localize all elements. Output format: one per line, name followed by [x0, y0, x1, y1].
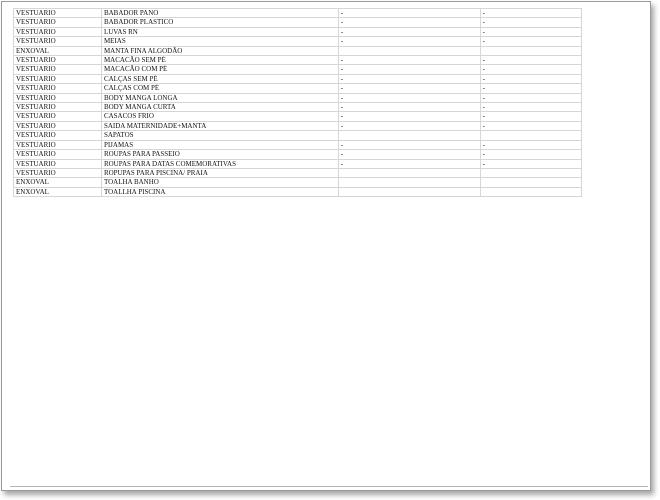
value-cell-b: -	[480, 9, 581, 18]
value-cell-a: -	[338, 74, 480, 83]
table-row	[14, 27, 582, 36]
item-cell: BODY MANGA CURTA	[101, 103, 338, 112]
value-cell-b: -	[480, 65, 581, 74]
value-cell-b: -	[480, 27, 581, 36]
value-cell-b: -	[480, 140, 581, 149]
value-cell-a	[338, 187, 480, 196]
value-cell-b: -	[480, 93, 581, 102]
category-cell: VESTUARIO	[14, 93, 102, 102]
category-cell: VESTUARIO	[14, 65, 102, 74]
value-cell-a: -	[338, 103, 480, 112]
table-row	[14, 56, 582, 65]
item-cell: BABADOR PLASTICO	[101, 18, 338, 27]
item-cell: TOALHA BANHO	[101, 178, 338, 187]
table-row	[14, 159, 582, 168]
value-cell-b	[480, 178, 581, 187]
value-cell-b: -	[480, 18, 581, 27]
table-row	[14, 140, 582, 149]
document-page	[1, 1, 651, 491]
category-cell: VESTUARIO	[14, 84, 102, 93]
category-cell: VESTUARIO	[14, 131, 102, 140]
item-cell: SAPATOS	[101, 131, 338, 140]
table-row	[14, 65, 582, 74]
table-row	[14, 150, 582, 159]
category-cell: VESTUARIO	[14, 37, 102, 46]
table-row	[14, 121, 582, 130]
table-row	[14, 93, 582, 102]
item-cell: CASACOS FRIO	[101, 112, 338, 121]
item-cell: MACACÃO COM PÉ	[101, 65, 338, 74]
table-row	[14, 131, 582, 140]
value-cell-a	[338, 46, 480, 55]
value-cell-a: -	[338, 18, 480, 27]
table-row	[14, 46, 582, 55]
item-cell: LUVAS RN	[101, 27, 338, 36]
value-cell-a: -	[338, 159, 480, 168]
table-row	[14, 178, 582, 187]
item-cell: ROUPAS PARA DATAS COMEMORATIVAS	[101, 159, 338, 168]
value-cell-a: -	[338, 27, 480, 36]
table-row	[14, 74, 582, 83]
value-cell-b: -	[480, 112, 581, 121]
category-cell: VESTUARIO	[14, 112, 102, 121]
category-cell: VESTUARIO	[14, 74, 102, 83]
value-cell-b: -	[480, 74, 581, 83]
item-cell: ROUPAS PARA PASSEIO	[101, 150, 338, 159]
table-row	[14, 112, 582, 121]
value-cell-a: -	[338, 9, 480, 18]
category-cell: VESTUARIO	[14, 159, 102, 168]
item-cell: TOALLHA PISCINA	[101, 187, 338, 196]
value-cell-b: -	[480, 150, 581, 159]
table-row	[14, 37, 582, 46]
value-cell-b: -	[480, 159, 581, 168]
value-cell-b: -	[480, 84, 581, 93]
item-cell: SAIDA MATERNIDADE+MANTA	[101, 121, 338, 130]
table-row	[14, 18, 582, 27]
category-cell: VESTUARIO	[14, 18, 102, 27]
value-cell-a: -	[338, 37, 480, 46]
category-cell: VESTUARIO	[14, 9, 102, 18]
value-cell-b: -	[480, 103, 581, 112]
item-cell: PIJAMAS	[101, 140, 338, 149]
value-cell-a: -	[338, 121, 480, 130]
value-cell-a: -	[338, 93, 480, 102]
category-cell: VESTUARIO	[14, 121, 102, 130]
item-cell: CALÇAS SEM PÉ	[101, 74, 338, 83]
value-cell-a: -	[338, 65, 480, 74]
category-cell: VESTUARIO	[14, 168, 102, 177]
value-cell-a: -	[338, 84, 480, 93]
item-cell: BABADOR PANO	[101, 9, 338, 18]
item-cell: MACACÃO SEM PÉ	[101, 56, 338, 65]
item-cell: CALÇAS COM PÉ	[101, 84, 338, 93]
table-row	[14, 187, 582, 196]
category-cell: ENXOVAL	[14, 178, 102, 187]
table-row	[14, 84, 582, 93]
category-cell: ENXOVAL	[14, 187, 102, 196]
item-cell: MEIAS	[101, 37, 338, 46]
value-cell-b	[480, 168, 581, 177]
table-row	[14, 103, 582, 112]
value-cell-b: -	[480, 121, 581, 130]
footer-divider	[10, 486, 648, 487]
category-cell: VESTUARIO	[14, 150, 102, 159]
table-body	[14, 9, 582, 197]
value-cell-a: -	[338, 140, 480, 149]
category-cell: ENXOVAL	[14, 46, 102, 55]
category-cell: VESTUARIO	[14, 103, 102, 112]
value-cell-a: -	[338, 150, 480, 159]
category-cell: VESTUARIO	[14, 27, 102, 36]
item-cell: BODY MANGA LONGA	[101, 93, 338, 102]
category-cell: VESTUARIO	[14, 140, 102, 149]
value-cell-b	[480, 46, 581, 55]
table-row	[14, 168, 582, 177]
value-cell-b: -	[480, 56, 581, 65]
item-cell: MANTA FINA ALGODÃO	[101, 46, 338, 55]
value-cell-a	[338, 168, 480, 177]
value-cell-b	[480, 187, 581, 196]
value-cell-a: -	[338, 56, 480, 65]
value-cell-b	[480, 131, 581, 140]
table-row	[14, 9, 582, 18]
value-cell-a	[338, 131, 480, 140]
value-cell-a: -	[338, 112, 480, 121]
value-cell-b: -	[480, 37, 581, 46]
item-cell: ROPUPAS PARA PISCINA/ PRAIA	[101, 168, 338, 177]
category-cell: VESTUARIO	[14, 56, 102, 65]
value-cell-a	[338, 178, 480, 187]
item-table	[13, 8, 582, 197]
